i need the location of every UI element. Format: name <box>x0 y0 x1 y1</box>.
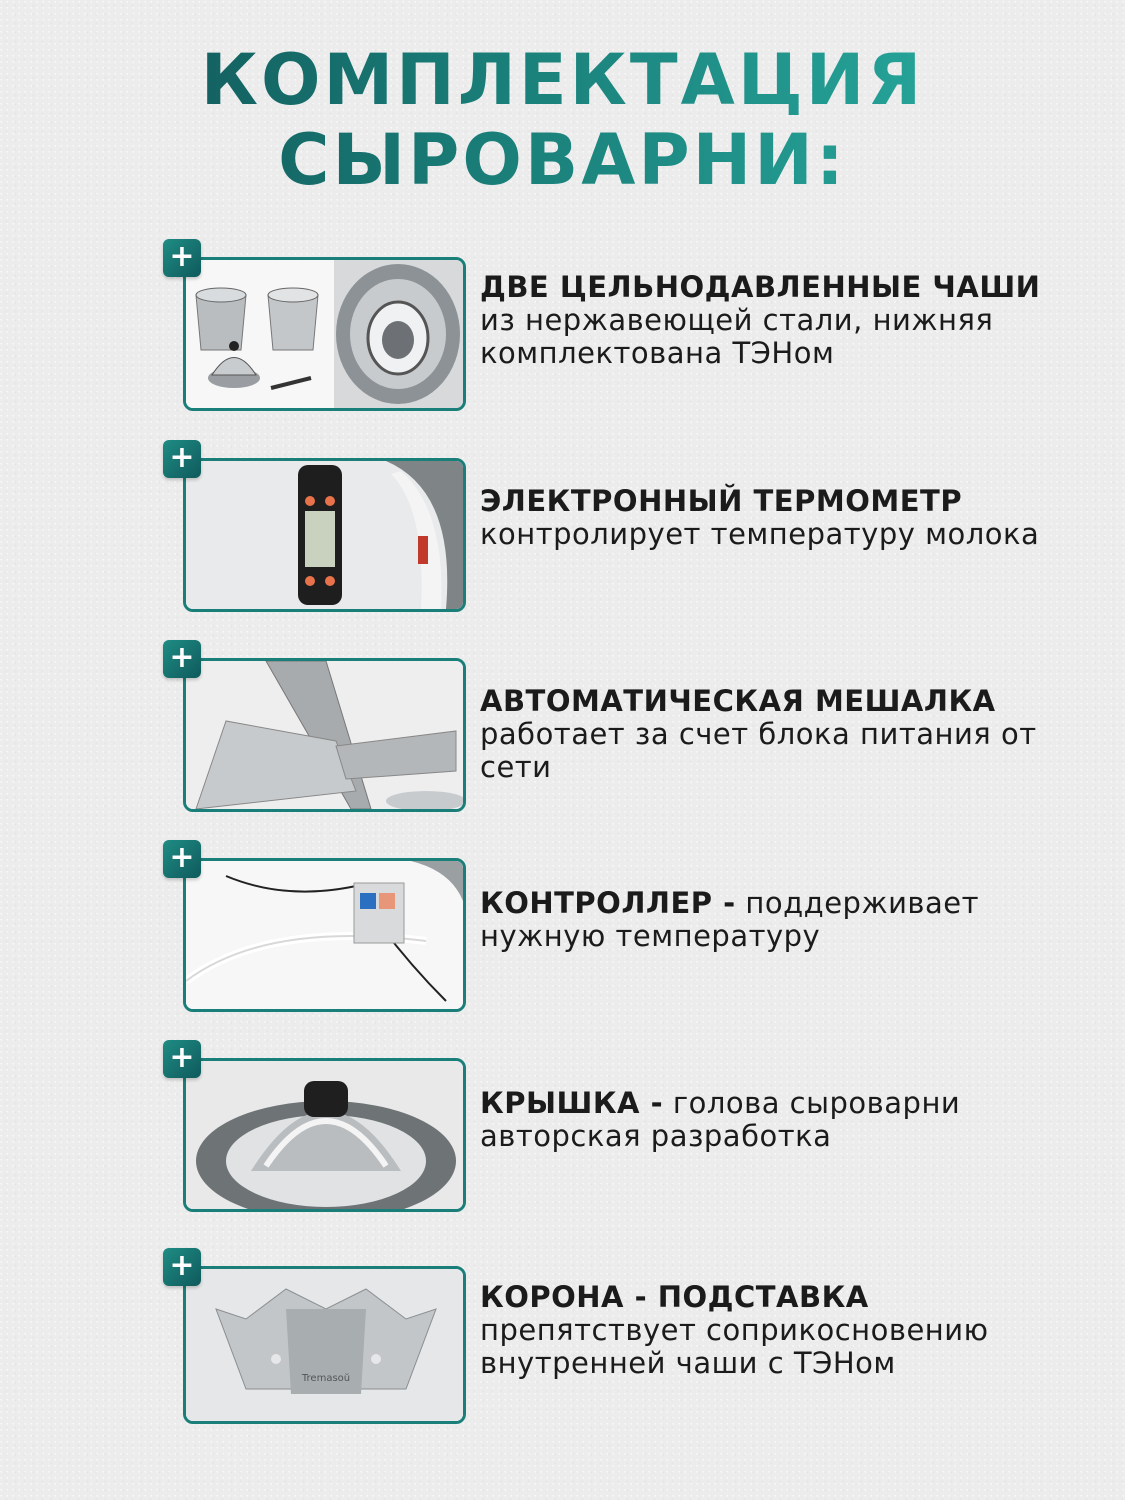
item-text: поддерживает нужную температуру <box>480 886 980 953</box>
plus-icon: + <box>163 1040 201 1078</box>
lid-photo <box>183 1058 466 1212</box>
item-title: КОНТРОЛЛЕР - <box>480 886 736 920</box>
plus-icon: + <box>163 840 201 878</box>
item-description <box>480 485 1080 551</box>
plus-icon: + <box>163 1248 201 1286</box>
item-title: КРЫШКА - <box>480 1086 664 1120</box>
item-text: из нержавеющей стали, нижняя комплектована ТЭНом <box>480 303 994 370</box>
item-description <box>480 1087 1080 1153</box>
item-text: препятствует соприкосновению внутренней чаши с ТЭНом <box>480 1313 989 1380</box>
bowls-photo <box>183 257 466 411</box>
thermometer-photo <box>183 458 466 612</box>
stirrer-photo <box>183 658 466 812</box>
item-description <box>480 887 1080 953</box>
item-description <box>480 1281 1080 1380</box>
crown-stand-photo <box>183 1266 466 1424</box>
item-text: контролирует температуру молока <box>480 517 1040 551</box>
item-title: КОРОНА - ПОДСТАВКА <box>480 1280 869 1314</box>
plus-icon: + <box>163 640 201 678</box>
item-text: работает за счет блока питания от сети <box>480 717 1037 784</box>
plus-icon: + <box>163 440 201 478</box>
item-description <box>480 685 1080 784</box>
item-title: ДВЕ ЦЕЛЬНОДАВЛЕННЫЕ ЧАШИ <box>480 270 1041 304</box>
item-text: голова сыроварни авторская разработка <box>480 1086 961 1153</box>
brand-text: Tremasoŭ <box>301 1373 351 1384</box>
controller-photo <box>183 858 466 1012</box>
item-title: АВТОМАТИЧЕСКАЯ МЕШАЛКА <box>480 684 996 718</box>
title-line-2: СЫРОВАРНИ: <box>278 119 847 201</box>
page-title <box>0 40 1125 200</box>
plus-icon: + <box>163 239 201 277</box>
item-description <box>480 271 1080 370</box>
title-line-1: КОМПЛЕКТАЦИЯ <box>200 39 925 121</box>
item-title: ЭЛЕКТРОННЫЙ ТЕРМОМЕТР <box>480 484 963 518</box>
